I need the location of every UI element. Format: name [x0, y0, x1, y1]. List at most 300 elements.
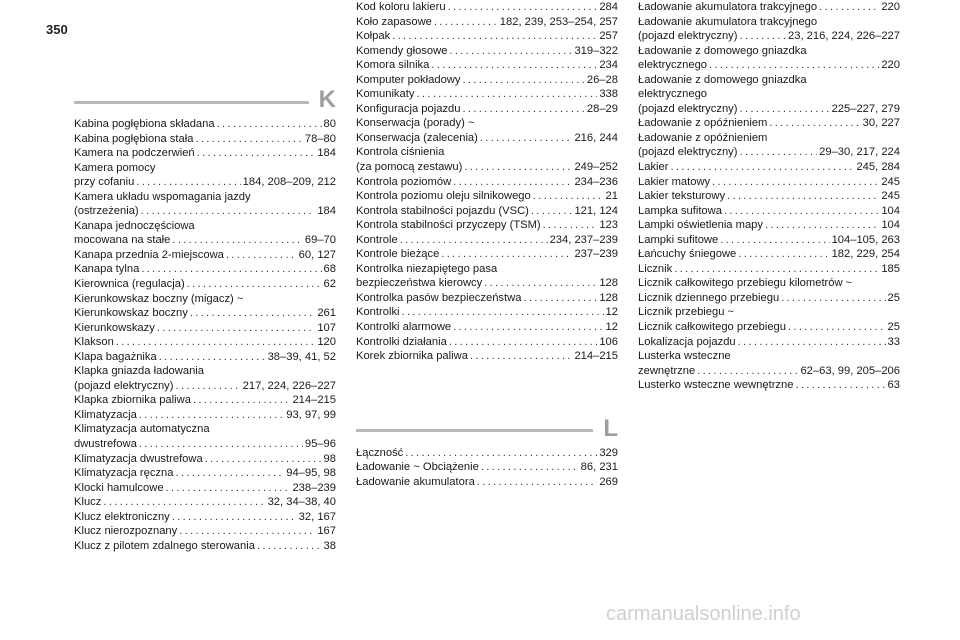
index-entry-text: Łączność	[356, 446, 404, 459]
leader-dots	[453, 175, 572, 190]
index-entry-pages: 214–215	[574, 350, 618, 363]
index-entry	[638, 73, 900, 117]
index-entry	[74, 393, 336, 408]
index-entry-pages: 234	[599, 59, 618, 72]
index-entry-text: Klapa bagażnika	[74, 350, 157, 363]
index-entry	[356, 29, 618, 44]
index-entry	[74, 190, 336, 219]
index-entry-text: Kabina pogłębiona składana	[74, 118, 215, 130]
index-entry-text: Licznik	[638, 262, 673, 275]
leader-dots	[739, 29, 786, 44]
index-entry-text: Ładowanie z opóźnieniem	[638, 131, 768, 144]
leader-dots	[172, 510, 297, 525]
leader-dots	[172, 233, 302, 248]
watermark: carmanualsonline.info	[606, 603, 801, 625]
index-entry-line	[356, 160, 618, 175]
index-entry-pages: 338	[599, 88, 618, 101]
index-entry-pages: 104	[881, 219, 900, 232]
index-entry-text: Kontrola ciśnienia	[356, 146, 445, 159]
index-entry-pages: 26–28	[586, 73, 618, 86]
index-entry-pages: 38–39, 41, 52	[267, 350, 336, 363]
index-entry-pages: 319–322	[574, 44, 618, 57]
index-entry-pages: 106	[599, 335, 618, 348]
index-entry-line	[638, 262, 900, 277]
leader-dots	[175, 466, 284, 481]
index-entry-text: Ładowanie ~ Obciążenie	[356, 461, 479, 474]
index-entry-pages: 95–96	[304, 438, 336, 451]
index-entry-line	[74, 437, 336, 452]
index-entry-line	[356, 262, 618, 277]
index-entry	[638, 189, 900, 204]
leader-dots	[103, 495, 265, 510]
index-entry	[638, 349, 900, 378]
index-entry-line	[74, 350, 336, 365]
index-entry	[356, 262, 618, 291]
index-entry-line	[638, 58, 900, 73]
index-entry-text: Kontrole	[356, 233, 398, 246]
index-entry-line	[74, 364, 336, 379]
leader-dots	[709, 58, 879, 73]
index-entry	[638, 233, 900, 248]
index-entry-line	[74, 117, 336, 132]
index-entry	[356, 320, 618, 335]
index-entry-line	[638, 349, 900, 364]
index-list	[356, 446, 618, 490]
index-entry-pages: 33	[887, 335, 900, 348]
index-entry-text: Ładowanie akumulatora trakcyjnego	[638, 1, 818, 13]
page-number: 350	[46, 22, 68, 37]
index-entry	[356, 305, 618, 320]
index-entry-text: Kontrolki działania	[356, 335, 447, 348]
index-entry-pages: 69–70	[304, 234, 336, 247]
index-entry	[356, 233, 618, 248]
index-entry	[74, 466, 336, 481]
index-entry-line	[356, 204, 618, 219]
index-entry-pages: 214–215	[292, 394, 336, 407]
index-entry-line	[638, 29, 900, 44]
index-entry	[638, 116, 900, 131]
index-entry-line	[356, 116, 618, 131]
index-entry	[638, 218, 900, 233]
index-entry-text: mocowana na stałe	[74, 234, 171, 247]
index-entry-line	[638, 15, 900, 30]
index-entry-line	[356, 475, 618, 490]
index-entry-pages: 261	[317, 307, 336, 320]
index-entry-pages: 245	[881, 190, 900, 203]
index-entry-line	[638, 145, 900, 160]
leader-dots	[400, 233, 548, 248]
index-entry	[74, 248, 336, 263]
leader-dots	[819, 0, 879, 15]
index-entry	[74, 219, 336, 248]
index-entry-text: Lusterko wsteczne wewnętrzne	[638, 379, 794, 392]
leader-dots	[392, 29, 597, 44]
index-entry-line	[356, 460, 618, 475]
leader-dots	[481, 460, 579, 475]
index-entry	[638, 160, 900, 175]
index-entry-line	[356, 0, 618, 15]
index-list	[74, 117, 336, 553]
index-entry-line	[356, 276, 618, 291]
leader-dots	[402, 305, 604, 320]
index-entry-line	[356, 58, 618, 73]
index-entry-pages: 284	[599, 1, 618, 13]
index-entry-pages: 182, 229, 254	[831, 248, 900, 261]
index-entry	[638, 305, 900, 334]
index-entry-text: Kanapa tylna	[74, 263, 140, 276]
index-entry-line	[638, 160, 900, 175]
leader-dots	[205, 452, 322, 467]
leader-dots	[765, 218, 879, 233]
leader-dots	[166, 481, 291, 496]
section-divider	[74, 101, 309, 104]
index-entry	[74, 524, 336, 539]
section-header-k	[74, 87, 336, 113]
index-entry-pages: 329	[599, 446, 618, 459]
index-entry-line	[74, 466, 336, 481]
leader-dots	[739, 102, 829, 117]
index-entry	[638, 247, 900, 262]
index-entry-pages: 220	[881, 1, 900, 13]
index-entry	[638, 131, 900, 160]
leader-dots	[739, 145, 817, 160]
index-entry	[356, 116, 618, 145]
index-entry-pages: 32, 34–38, 40	[267, 496, 336, 509]
index-entry-line	[74, 452, 336, 467]
index-column-3	[638, 1, 900, 393]
index-entry-text: Lakier matowy	[638, 175, 711, 188]
index-entry-text: Komora silnika	[356, 59, 430, 72]
leader-dots	[533, 189, 604, 204]
index-entry-line	[74, 408, 336, 423]
index-entry	[74, 132, 336, 147]
index-entry	[356, 475, 618, 490]
index-entry	[356, 204, 618, 219]
index-entry-pages: 80	[323, 118, 336, 130]
index-entry-line	[638, 276, 900, 291]
index-entry	[638, 276, 900, 305]
index-entry-text: Kontrola poziomów	[356, 175, 452, 188]
leader-dots	[136, 175, 240, 190]
index-entry-line	[74, 233, 336, 248]
index-entry-text: Klimatyzacja automatyczna	[74, 423, 210, 436]
index-entry	[638, 15, 900, 44]
leader-dots	[448, 0, 598, 15]
index-entry-line	[74, 175, 336, 190]
index-entry	[74, 146, 336, 161]
index-entry-line	[356, 131, 618, 146]
index-entry	[74, 510, 336, 525]
index-list	[356, 0, 618, 364]
index-entry-line	[356, 233, 618, 248]
leader-dots	[257, 539, 322, 554]
index-entry-text: Kamera na podczerwień	[74, 147, 195, 160]
index-entry-pages: 60, 127	[298, 248, 336, 261]
index-entry-text: Klakson	[74, 336, 114, 349]
index-entry-text: Konserwacja (porady) ~	[356, 117, 475, 130]
index-entry-line	[638, 291, 900, 306]
leader-dots	[781, 291, 885, 306]
index-entry-line	[74, 262, 336, 277]
leader-dots	[463, 102, 585, 117]
index-entry-pages: 12	[605, 306, 618, 319]
leader-dots	[531, 204, 573, 219]
index-entry-pages: 184	[317, 205, 336, 218]
index-entry-text: Kanapa przednia 2-miejscowa	[74, 248, 224, 261]
index-entry-pages: 220	[881, 59, 900, 72]
index-entry-line	[356, 335, 618, 350]
index-entry-text: Lampki sufitowe	[638, 233, 719, 246]
index-entry-pages: 94–95, 98	[286, 467, 336, 480]
index-entry	[356, 291, 618, 306]
index-entry	[74, 321, 336, 336]
index-entry-text: dwustrefowa	[74, 438, 137, 451]
index-entry-line	[356, 29, 618, 44]
leader-dots	[139, 408, 284, 423]
leader-dots	[477, 475, 598, 490]
index-entry-pages: 28–29	[586, 102, 618, 115]
leader-dots	[727, 189, 879, 204]
index-entry-line	[356, 15, 618, 30]
index-list	[638, 0, 900, 393]
index-entry-pages: 93, 97, 99	[286, 408, 336, 421]
leader-dots	[431, 58, 597, 73]
index-entry-text: elektrycznego	[638, 59, 708, 72]
index-entry	[356, 349, 618, 364]
index-entry-text: (pojazd elektryczny)	[638, 102, 738, 115]
index-entry-line	[74, 277, 336, 292]
index-entry-line	[74, 379, 336, 394]
index-entry-line	[356, 87, 618, 102]
leader-dots	[195, 132, 302, 147]
index-entry-line	[74, 495, 336, 510]
index-column-2	[356, 1, 618, 489]
index-entry-pages: 86, 231	[580, 461, 618, 474]
index-entry-text: Kontrolka pasów bezpieczeństwa	[356, 291, 522, 304]
leader-dots	[724, 204, 879, 219]
index-entry-line	[74, 335, 336, 350]
index-entry-text: Koło zapasowe	[356, 15, 432, 28]
index-entry-text: Kabina pogłębiona stała	[74, 132, 194, 145]
index-entry-line	[356, 44, 618, 59]
index-entry	[74, 539, 336, 554]
leader-dots	[462, 73, 584, 88]
index-entry-line	[638, 305, 900, 320]
index-entry	[638, 0, 900, 15]
leader-dots	[480, 131, 573, 146]
index-entry-line	[356, 175, 618, 190]
index-entry-line	[74, 161, 336, 176]
index-entry	[74, 495, 336, 510]
leader-dots	[543, 218, 598, 233]
index-entry-line	[356, 145, 618, 160]
leader-dots	[441, 247, 572, 262]
index-entry-text: (pojazd elektryczny)	[638, 30, 738, 43]
index-entry-line	[356, 320, 618, 335]
index-entry-pages: 182, 239, 253–254, 257	[499, 15, 618, 28]
index-entry-text: Klapka gniazda ładowania	[74, 365, 204, 378]
index-entry-pages: 32, 167	[298, 510, 336, 523]
index-entry-line	[638, 218, 900, 233]
index-entry-pages: 25	[887, 291, 900, 304]
index-entry-pages: 68	[323, 263, 336, 276]
leader-dots	[179, 524, 315, 539]
index-entry-line	[74, 539, 336, 554]
index-entry-line	[638, 335, 900, 350]
index-entry	[74, 452, 336, 467]
index-entry-pages: 78–80	[304, 132, 336, 145]
leader-dots	[226, 248, 297, 263]
index-entry-line	[74, 248, 336, 263]
index-entry-line	[356, 218, 618, 233]
leader-dots	[795, 378, 885, 393]
leader-dots	[159, 350, 266, 365]
index-entry-text: zewnętrzne	[638, 364, 696, 377]
index-entry-text: Kamera pomocy	[74, 161, 156, 174]
index-entry-text: Komunikaty	[356, 88, 415, 101]
section-divider	[356, 429, 593, 432]
index-entry-line	[638, 204, 900, 219]
index-entry	[356, 218, 618, 233]
index-column-1	[74, 87, 336, 553]
index-entry-line	[638, 364, 900, 379]
index-entry-pages: 29–30, 217, 224	[819, 146, 900, 159]
index-entry-text: Kontrola stabilności przyczepy (TSM)	[356, 219, 541, 232]
index-entry-text: Lusterka wsteczne	[638, 350, 731, 363]
index-entry-line	[638, 131, 900, 146]
index-entry	[356, 58, 618, 73]
index-entry-text: Kontrola poziomu oleju silnikowego	[356, 190, 531, 203]
index-entry-pages: 21	[605, 190, 618, 203]
index-entry-text: Korek zbiornika paliwa	[356, 350, 468, 363]
leader-dots	[141, 204, 316, 219]
index-entry-line	[638, 73, 900, 88]
leader-dots	[449, 44, 572, 59]
index-entry-text: Kod koloru lakieru	[356, 1, 446, 13]
index-entry-text: Kanapa jednoczęściowa	[74, 219, 195, 232]
index-entry-pages: 120	[317, 336, 336, 349]
index-entry-text: Komputer pokładowy	[356, 73, 461, 86]
index-entry-text: (za pomocą zestawu)	[356, 161, 463, 174]
index-entry-text: Ładowanie z domowego gniazdka	[638, 44, 807, 57]
index-entry	[356, 44, 618, 59]
index-entry-pages: 185	[881, 262, 900, 275]
leader-dots	[175, 379, 240, 394]
index-entry-pages: 104–105, 263	[831, 233, 900, 246]
index-entry	[356, 247, 618, 262]
index-entry-text: Kontrolki alarmowe	[356, 321, 452, 334]
index-entry-text: Ładowanie z opóźnieniem	[638, 117, 768, 130]
leader-dots	[720, 233, 829, 248]
leader-dots	[464, 160, 572, 175]
index-entry-pages: 216, 244	[574, 131, 618, 144]
index-entry	[356, 145, 618, 174]
index-entry-text: Klucz nierozpoznany	[74, 525, 178, 538]
leader-dots	[712, 175, 879, 190]
index-entry-pages: 23, 216, 224, 226–227	[788, 30, 900, 43]
index-entry-text: Licznik dziennego przebiegu	[638, 291, 780, 304]
index-entry-text: Kontrola stabilności pojazdu (VSC)	[356, 204, 529, 217]
index-entry-pages: 184, 208–209, 212	[242, 176, 336, 189]
index-entry-line	[356, 305, 618, 320]
index-entry	[74, 335, 336, 350]
index-entry-text: Łańcuchy śniegowe	[638, 248, 737, 261]
index-entry-text: Klimatyzacja	[74, 408, 137, 421]
leader-dots	[217, 117, 322, 132]
leader-dots	[416, 87, 597, 102]
index-entry-line	[356, 291, 618, 306]
index-entry-pages: 62	[323, 278, 336, 291]
leader-dots	[190, 306, 316, 321]
index-entry-pages: 30, 227	[862, 117, 900, 130]
index-entry-line	[74, 306, 336, 321]
index-entry-line	[356, 102, 618, 117]
leader-dots	[453, 320, 603, 335]
index-entry-text: Klapka zbiornika paliwa	[74, 394, 191, 407]
index-entry-line	[638, 247, 900, 262]
index-entry	[638, 204, 900, 219]
index-entry-text: Konfiguracja pojazdu	[356, 102, 461, 115]
index-entry-text: (ostrzeżenia)	[74, 205, 139, 218]
index-entry-text: Kierunkowskaz boczny	[74, 307, 188, 320]
index-entry-pages: 12	[605, 321, 618, 334]
index-entry-text: Klimatyzacja ręczna	[74, 467, 174, 480]
index-entry-line	[74, 190, 336, 205]
index-entry-line	[74, 422, 336, 437]
index-entry-line	[356, 73, 618, 88]
index-entry-line	[356, 189, 618, 204]
leader-dots	[187, 277, 322, 292]
leader-dots	[434, 15, 498, 30]
index-entry	[74, 117, 336, 132]
index-entry-text: Kontrole bieżące	[356, 248, 440, 261]
leader-dots	[484, 276, 597, 291]
index-entry-text: Kołpak	[356, 30, 391, 43]
index-entry-pages: 123	[599, 219, 618, 232]
index-entry-pages: 257	[599, 30, 618, 43]
leader-dots	[523, 291, 597, 306]
index-entry-text: Licznik całkowitego przebiegu kilometrów ~	[638, 277, 853, 290]
index-entry-pages: 225–227, 279	[831, 102, 900, 115]
section-letter-l: L	[603, 414, 618, 442]
index-entry	[638, 335, 900, 350]
index-entry-pages: 217, 224, 226–227	[242, 379, 336, 392]
index-entry	[74, 408, 336, 423]
index-entry-text: Licznik całkowitego przebiegu	[638, 321, 787, 334]
leader-dots	[738, 247, 829, 262]
index-entry-text: Kierunkowskaz boczny (migacz) ~	[74, 292, 244, 305]
leader-dots	[197, 146, 316, 161]
index-entry-text: Kontrolka niezapiętego pasa	[356, 262, 498, 275]
index-entry-text: Kierownica (regulacja)	[74, 278, 185, 291]
leader-dots	[193, 393, 291, 408]
index-entry-pages: 107	[317, 321, 336, 334]
leader-dots	[470, 349, 573, 364]
index-entry-line	[638, 175, 900, 190]
index-entry-text: Kamera układu wspomagania jazdy	[74, 190, 251, 203]
index-entry-line	[74, 146, 336, 161]
index-entry	[356, 15, 618, 30]
section-letter-k: K	[318, 86, 336, 113]
index-entry-pages: 128	[599, 277, 618, 290]
index-entry-text: Klucz z pilotem zdalnego sterowania	[74, 539, 255, 552]
index-entry-line	[638, 189, 900, 204]
index-entry-pages: 234, 237–239	[549, 233, 618, 246]
index-entry-line	[74, 524, 336, 539]
index-entry-line	[74, 481, 336, 496]
index-entry	[74, 277, 336, 292]
index-entry	[74, 422, 336, 451]
